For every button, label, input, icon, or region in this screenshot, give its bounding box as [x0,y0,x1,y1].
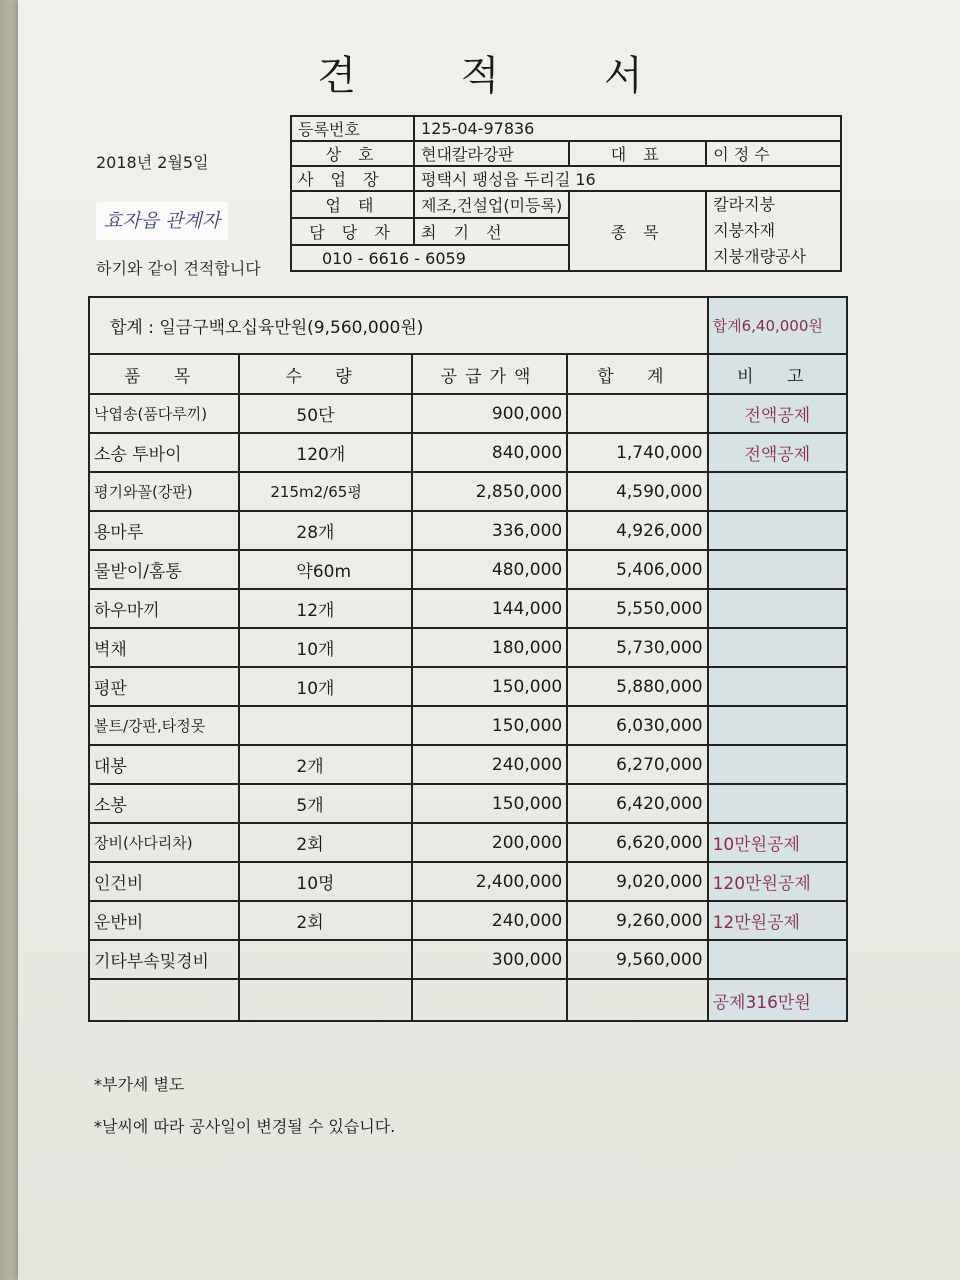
table-row [89,628,847,667]
cell-qty: 120개 [239,433,411,472]
header-supply: 공급가액 [412,354,567,394]
company-info-table [290,115,842,272]
cell-supply: 300,000 [412,940,567,979]
cell-item: 운반비 [89,901,239,940]
cell-sum [567,979,707,1021]
cell-sum: 6,420,000 [567,784,707,823]
cell-qty: 12개 [239,589,411,628]
header-row [89,354,847,394]
cell-qty: 약60m [239,550,411,589]
cell-supply: 240,000 [412,745,567,784]
table-row [89,394,847,433]
note-weather: *날씨에 따라 공사일이 변경될 수 있습니다. [94,1117,396,1136]
table-row [89,823,847,862]
biz-value: 제조,건설업(미등록) [414,191,569,218]
biz-label: 업 태 [291,191,414,218]
table-row [89,979,847,1021]
cell-supply: 180,000 [412,628,567,667]
cell-supply: 2,850,000 [412,472,567,511]
cell-supply [412,979,567,1021]
cell-qty: 5개 [239,784,411,823]
cell-remark [708,628,847,667]
cell-sum [567,394,707,433]
cell-item: 인건비 [89,862,239,901]
cell-supply: 144,000 [412,589,567,628]
cell-remark: 공제316만원 [708,979,847,1021]
table-row [89,706,847,745]
cell-supply: 150,000 [412,667,567,706]
table-row [89,511,847,550]
cell-supply: 240,000 [412,901,567,940]
cell-sum: 5,730,000 [567,628,707,667]
document-title: 견 적 서 [317,53,689,99]
cell-remark [708,940,847,979]
cell-remark [708,511,847,550]
cell-remark: 10만원공제 [708,823,847,862]
cell-item: 소봉 [89,784,239,823]
cell-supply: 2,400,000 [412,862,567,901]
name-value: 현대칼라강판 [414,141,569,166]
cell-sum: 9,560,000 [567,940,707,979]
cell-supply: 150,000 [412,784,567,823]
cell-qty: 10개 [239,628,411,667]
note-vat: *부가세 별도 [94,1075,185,1094]
cell-qty: 10명 [239,862,411,901]
cell-remark [708,706,847,745]
cell-qty [239,706,411,745]
cell-sum: 5,550,000 [567,589,707,628]
cell-item: 벽채 [89,628,239,667]
table-row [89,589,847,628]
cell-sum: 6,270,000 [567,745,707,784]
name-label: 상 호 [291,141,414,166]
greeting-text: 하기와 같이 견적합니다 [96,259,261,278]
cell-remark: 120만원공제 [708,862,847,901]
cell-item [89,979,239,1021]
table-row [89,862,847,901]
item-2: 지붕자재 [713,221,776,240]
cell-sum: 9,020,000 [567,862,707,901]
cell-qty: 2회 [239,901,411,940]
cell-item: 물받이/홈통 [89,550,239,589]
cell-qty: 2회 [239,823,411,862]
cell-item: 용마루 [89,511,239,550]
total-remark: 합계6,40,000원 [708,297,847,354]
cell-item: 기타부속및경비 [89,940,239,979]
cell-qty [239,940,411,979]
cell-sum: 5,406,000 [567,550,707,589]
phone-value: 010 - 6616 - 6059 [291,245,569,271]
cell-remark: 전액공제 [708,394,847,433]
cell-remark: 전액공제 [708,433,847,472]
cell-remark [708,784,847,823]
cell-remark: 12만원공제 [708,901,847,940]
rep-label: 대 표 [569,141,706,166]
header-qty: 수 량 [239,354,411,394]
reg-label: 등록번호 [291,116,414,141]
cell-qty: 215m2/65평 [239,472,411,511]
cell-item: 장비(사다리차) [89,823,239,862]
cell-sum: 4,590,000 [567,472,707,511]
cell-item: 대봉 [89,745,239,784]
cell-remark [708,667,847,706]
contact-value: 최 기 선 [414,218,569,245]
cell-supply: 900,000 [412,394,567,433]
cell-item: 평판 [89,667,239,706]
header-sum: 합 계 [567,354,707,394]
total-amount: 합계 : 일금구백오십육만원(9,560,000원) [89,297,708,354]
cell-supply: 200,000 [412,823,567,862]
table-row [89,901,847,940]
table-row [89,940,847,979]
cell-sum: 4,926,000 [567,511,707,550]
item-3: 지붕개량공사 [713,247,806,266]
cell-qty: 28개 [239,511,411,550]
cell-qty [239,979,411,1021]
cell-supply: 840,000 [412,433,567,472]
cell-qty: 2개 [239,745,411,784]
cell-supply: 480,000 [412,550,567,589]
header-remark: 비 고 [708,354,847,394]
cell-remark [708,589,847,628]
addr-label: 사 업 장 [291,166,414,191]
header-item: 품 목 [89,354,239,394]
table-row [89,550,847,589]
item-label: 종 목 [569,191,706,271]
recipient-sticker: 효자읍 관계자 [96,202,228,240]
table-row [89,745,847,784]
cell-sum: 9,260,000 [567,901,707,940]
item-list [706,191,841,271]
item-1: 칼라지붕 [713,195,776,214]
table-row [89,784,847,823]
table-row [89,667,847,706]
cell-remark [708,745,847,784]
cell-item: 하우마끼 [89,589,239,628]
cell-remark [708,472,847,511]
cell-item: 낙엽송(품다루끼) [89,394,239,433]
rep-value: 이 정 수 [706,141,841,166]
cell-qty: 10개 [239,667,411,706]
document-date: 2018년 2월5일 [96,153,209,172]
table-row [89,472,847,511]
table-row [89,433,847,472]
cell-item: 소송 투바이 [89,433,239,472]
contact-label: 담 당 자 [291,218,414,245]
cell-sum: 6,030,000 [567,706,707,745]
quote-table [88,296,848,1022]
cell-supply: 336,000 [412,511,567,550]
cell-item: 평기와꼴(강판) [89,472,239,511]
cell-item: 볼트/강판,타정못 [89,706,239,745]
addr-value: 평택시 팽성읍 두리길 16 [414,166,841,191]
cell-sum: 1,740,000 [567,433,707,472]
cell-qty: 50단 [239,394,411,433]
cell-remark [708,550,847,589]
cell-supply: 150,000 [412,706,567,745]
reg-value: 125-04-97836 [414,116,841,141]
cell-sum: 5,880,000 [567,667,707,706]
cell-sum: 6,620,000 [567,823,707,862]
